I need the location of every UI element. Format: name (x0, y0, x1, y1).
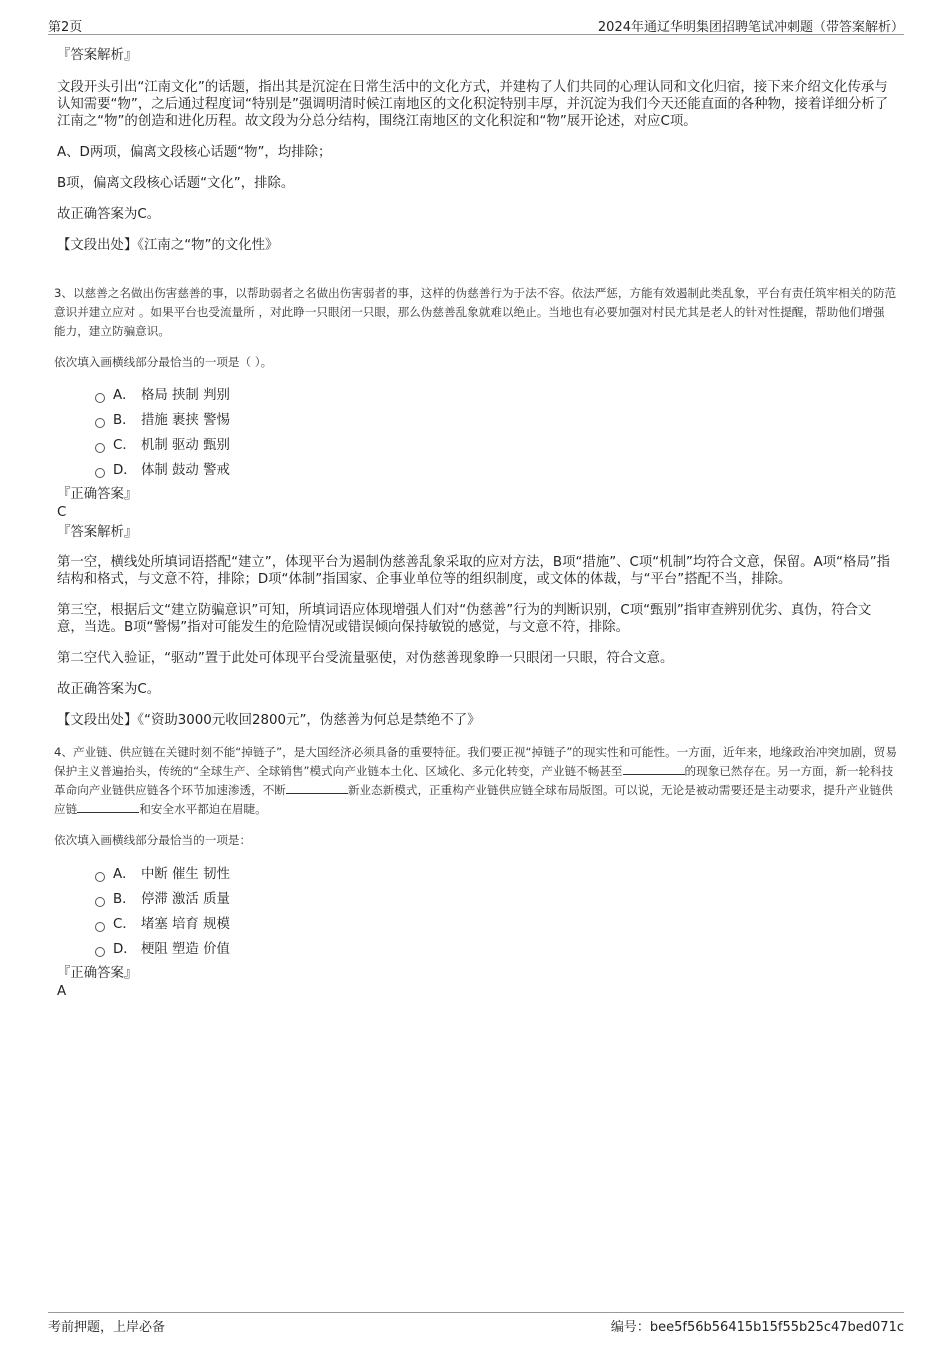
correct-answer-label: 『正确答案』 (57, 966, 138, 982)
page-number: 第2页 (48, 20, 83, 35)
analysis-paragraph: 第二空代入验证，“驱动”置于此处可体现平台受流量驱使，对伪慈善现象睁一只眼闭一只眼，符合文意。 (57, 651, 674, 667)
radio-icon[interactable] (95, 468, 105, 478)
option-d[interactable]: D． 梗阻 塑造 价值 (95, 937, 897, 962)
page-footer (48, 1312, 904, 1333)
radio-icon[interactable] (95, 443, 105, 453)
radio-icon[interactable] (95, 418, 105, 428)
correct-answer-label: 『正确答案』 (57, 487, 138, 503)
radio-icon[interactable] (95, 922, 105, 932)
source-citation: 【文段出处】《江南之“物”的文化性》 (57, 238, 279, 253)
radio-icon[interactable] (95, 872, 105, 882)
analysis-paragraph: A、D两项，偏离文段核心话题“物”，均排除； (57, 145, 332, 160)
fill-blank (623, 763, 685, 775)
analysis-paragraph: 第三空，根据后文“建立防骗意识”可知，所填词语应体现增强人们对“伪慈善”行为的判断识别，C项“甄别”指审查辨别优劣、真伪，符合文意，当选。B项“警惕”指对可能发生的危险情况或错误倾向保持敏锐的感觉，与文意不符，排除。 (57, 603, 872, 636)
analysis-label: 『答案解析』 (57, 525, 138, 541)
analysis-answer: 故正确答案为C。 (57, 682, 161, 698)
footer-slogan: 考前押题，上岸必备 (48, 1320, 166, 1335)
question-prompt: 依次填入画横线部分最恰当的一项是（ ）。 (54, 354, 273, 369)
option-a[interactable]: A． 格局 挟制 判别 (95, 383, 897, 408)
fill-blank (77, 801, 139, 813)
question-stem: 3、以慈善之名做出伤害慈善的事，以帮助弱者之名做出伤害弱者的事，这样的伪慈善行为于法不容。依法严惩，方能有效遏制此类乱象，平台有责任筑牢相关的防范意识并建立应对 。如果平台也受流量所 ，对此睁一只眼闭一只眼，那么伪慈善乱象就难以绝止。当地也有必要加强对村民尤其是老人的针对性提醒，帮助他们增强 能力，建立防骗意识。 (54, 286, 897, 338)
radio-icon[interactable] (95, 947, 105, 957)
option-list (95, 862, 897, 962)
option-c[interactable]: C． 机制 驱动 甄别 (95, 433, 897, 458)
document-title: 2024年通辽华明集团招聘笔试冲刺题（带答案解析） (597, 20, 904, 35)
option-list (95, 383, 897, 483)
question-prompt: 依次填入画横线部分最恰当的一项是： (54, 833, 252, 848)
analysis-paragraph: 第一空，横线处所填词语搭配“建立”，体现平台为遏制伪慈善乱象采取的应对方法，B项“措施”、C项“机制”均符合文意，保留。A项“格局”指结构和格式，与文意不符，排除；D项“体制”指国家、企事业单位等的组织制度，或文体的体裁，与“平台”搭配不当，排除。 (57, 555, 891, 588)
option-b[interactable]: B． 措施 裹挟 警惕 (95, 408, 897, 433)
question-stem: 4、产业链、供应链在关键时刻不能“掉链子”，是大国经济必须具备的重要特征。我们要正视“掉链子”的现实性和可能性。一方面，近年来，地缘政治冲突加剧，贸易保护主义普遍抬头，传统的“全球生产、全球销售”模式向产业链本土化、区域化、多元化转变，产业链不畅甚至 的现象已然存在。另一方面，新一轮科技革命向产业链供应链各个环节加速渗透，不断 新业态新模式，正重构产业链供应链全球布局版图。可以说，无论是被动需要还是主动要求，提升产业链供应链 和安全水平都迫在眉睫。 (54, 745, 897, 817)
option-c[interactable]: C． 堵塞 培育 规模 (95, 912, 897, 937)
radio-icon[interactable] (95, 897, 105, 907)
analysis-answer: 故正确答案为C。 (57, 207, 161, 222)
page-header (48, 14, 904, 35)
analysis-label: 『答案解析』 (57, 48, 138, 63)
document-body (54, 46, 897, 1000)
radio-icon[interactable] (95, 393, 105, 403)
analysis-paragraph: 文段开头引出“江南文化”的话题，指出其是沉淀在日常生活中的文化方式，并建构了人们共同的心理认同和文化归宿，接下来介绍文化传承与认知需要“物”，之后通过程度词“特别是”强调明清时候江南地区的文化积淀特别丰厚，并沉淀为我们今天还能直面的各种物，接着详细分析了江南之“物”的创造和进化历程。故文段为分总分结构，围绕江南地区的文化积淀和“物”展开论述，对应C项。 (57, 80, 889, 129)
option-a[interactable]: A． 中断 催生 韧性 (95, 862, 897, 887)
document-id: 编号：bee5f56b56415b15f55b25c47bed071c (610, 1320, 904, 1335)
source-citation: 【文段出处】《“资助3000元收回2800元”，伪慈善为何总是禁绝不了》 (57, 713, 481, 729)
analysis-paragraph: B项，偏离文段核心话题“文化”，排除。 (57, 176, 295, 191)
option-b[interactable]: B． 停滞 激活 质量 (95, 887, 897, 912)
fill-blank (286, 782, 348, 794)
correct-answer: C (57, 505, 67, 521)
correct-answer: A (57, 984, 67, 1000)
option-d[interactable]: D． 体制 鼓动 警戒 (95, 458, 897, 483)
